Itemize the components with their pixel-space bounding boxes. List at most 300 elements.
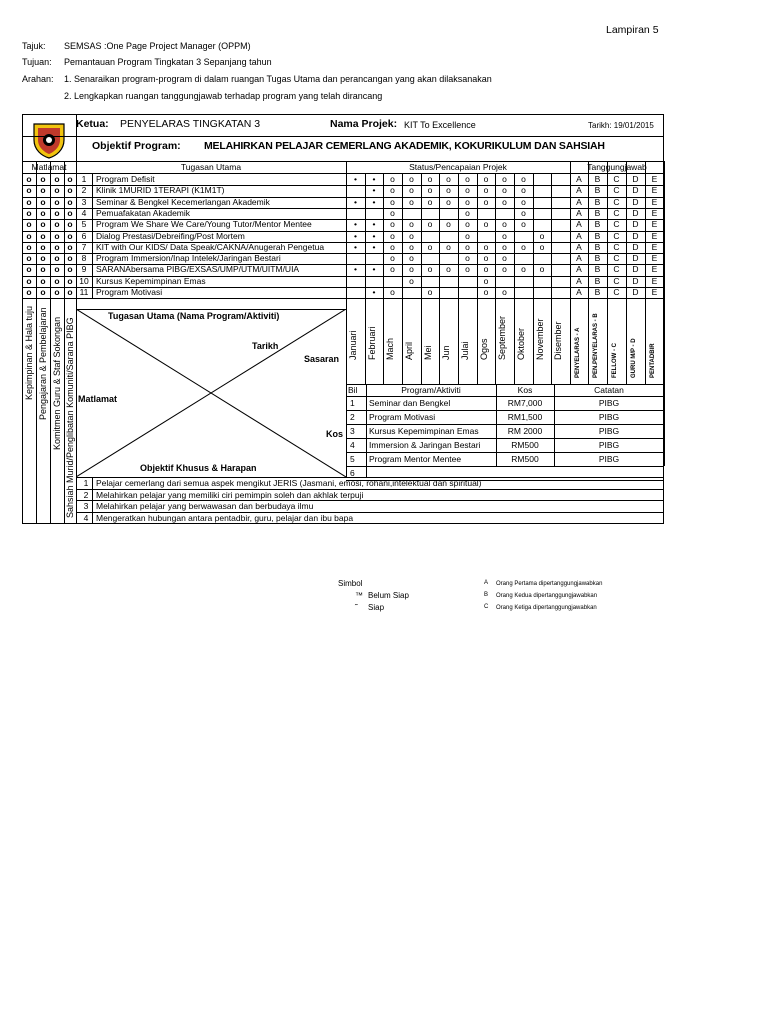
- diagram-tarikh: Tarikh: [252, 341, 279, 351]
- projek-value: KIT To Excellence: [404, 120, 476, 130]
- role-label: GURU M/P - D: [631, 338, 637, 378]
- legend-c-text: Orang Ketiga dipertanggungjawabkan: [496, 605, 597, 611]
- objective-text: Melahirkan pelajar yang memiliki ciri pemimpin soleh dan akhlak terpuji: [96, 489, 364, 500]
- diagram-kos: Kos: [326, 429, 344, 439]
- diagram-sasaran: Sasaran: [304, 354, 340, 364]
- cost-program: Kursus Kepemimpinan Emas: [369, 426, 479, 436]
- matlamat-mark: o: [40, 208, 46, 218]
- matlamat-mark: o: [40, 253, 46, 263]
- program-name: Program Motivasi: [96, 287, 163, 297]
- status-mark: o: [446, 185, 451, 195]
- status-col-line: [421, 173, 422, 384]
- cost-row-line: [346, 452, 664, 453]
- status-mark: o: [483, 276, 489, 286]
- matlamat-mark: o: [67, 287, 73, 297]
- resp-col-line: [626, 161, 627, 384]
- status-mark: •: [354, 242, 357, 252]
- program-row-line: [22, 242, 664, 243]
- cost-col-line: [346, 384, 347, 466]
- status-mark: o: [465, 208, 470, 218]
- status-mark: o: [446, 242, 451, 252]
- matlamat-mark: o: [26, 208, 32, 218]
- status-mark: o: [465, 174, 470, 184]
- role-label: FELLOW - C: [612, 343, 618, 378]
- diagram-tugasan: Tugasan Utama (Nama Program/Aktiviti): [108, 311, 280, 321]
- cost-bil: 2: [350, 412, 355, 422]
- responsibility-letter: A: [576, 219, 582, 229]
- status-mark: o: [409, 185, 414, 195]
- responsibility-letter: C: [613, 219, 620, 229]
- cost-col-line: [664, 384, 665, 466]
- logo-divider: [76, 114, 77, 161]
- matlamat-mark: o: [40, 264, 46, 274]
- program-number: 2: [81, 185, 87, 195]
- responsibility-letter: D: [632, 185, 639, 195]
- program-number: 9: [81, 264, 87, 274]
- resp-col-line: [607, 161, 608, 384]
- cost-catatan: PIBG: [598, 398, 620, 408]
- status-col-line: [383, 173, 384, 384]
- responsibility-letter: C: [613, 287, 620, 297]
- matlamat-mark: o: [54, 253, 60, 263]
- column-header-divider: [22, 173, 664, 174]
- matlamat-mark: o: [26, 276, 32, 286]
- responsibility-letter: B: [594, 185, 601, 195]
- matlamat-mark: o: [67, 264, 73, 274]
- matlamat-mark: o: [67, 197, 73, 207]
- status-mark: o: [502, 253, 507, 263]
- tujuan-value: Pemantauan Program Tingkatan 3 Sepanjang tahun: [64, 57, 272, 67]
- cost-row-line: [346, 438, 664, 439]
- responsibility-letter: C: [613, 174, 620, 184]
- responsibility-letter: D: [632, 264, 639, 274]
- month-label: Julai: [460, 341, 470, 360]
- legend-siap-mark: ˜: [355, 603, 358, 612]
- responsibility-letter: A: [576, 287, 582, 297]
- objective-text: Melahirkan pelajar yang berwawasan dan berbudaya ilmu: [96, 501, 314, 511]
- status-mark: o: [409, 197, 414, 207]
- status-mark: o: [521, 185, 526, 195]
- objective-number: 4: [83, 512, 89, 523]
- responsibility-letter: E: [651, 287, 658, 297]
- matlamat-mark: o: [40, 276, 46, 286]
- responsibility-letter: D: [632, 219, 639, 229]
- cost-catatan: PIBG: [598, 412, 620, 422]
- month-label: Ogos: [479, 338, 489, 360]
- cost-kos: RM500: [511, 454, 539, 464]
- responsibility-letter: C: [613, 231, 620, 241]
- resp-col-line: [664, 161, 665, 384]
- cost-row-line: [346, 396, 664, 397]
- status-mark: o: [427, 197, 433, 207]
- cost-program: Seminar dan Bengkel: [369, 398, 451, 408]
- matlamat-mark: o: [26, 242, 32, 252]
- status-mark: o: [446, 197, 451, 207]
- responsibility-letter: A: [576, 185, 582, 195]
- matlamat-mark: o: [54, 185, 60, 195]
- status-mark: •: [372, 185, 376, 195]
- responsibility-letter: B: [594, 219, 601, 229]
- status-mark: o: [502, 287, 507, 297]
- responsibility-letter: E: [651, 208, 658, 218]
- responsibility-letter: C: [613, 197, 620, 207]
- status-mark: o: [446, 264, 451, 274]
- status-mark: o: [427, 242, 433, 252]
- status-mark: o: [427, 219, 433, 229]
- status-col-line: [495, 173, 496, 384]
- status-mark: o: [502, 242, 507, 252]
- matlamat-col-line: [22, 161, 23, 524]
- status-mark: o: [521, 219, 526, 229]
- month-label: April: [404, 341, 414, 360]
- status-mark: o: [409, 253, 414, 263]
- status-mark: o: [483, 185, 489, 195]
- cost-header-catatan: Catatan: [594, 385, 624, 395]
- status-mark: o: [390, 174, 395, 184]
- responsibility-letter: B: [594, 231, 601, 241]
- matlamat-mark: o: [26, 174, 32, 184]
- matlamat-mark: o: [26, 253, 32, 263]
- program-name: Klinik 1MURID 1TERAPI (K1M1T): [96, 185, 225, 195]
- status-mark: o: [409, 219, 414, 229]
- status-mark: o: [502, 231, 507, 241]
- status-mark: o: [390, 208, 395, 218]
- program-row-line: [22, 276, 664, 277]
- program-name: Program Defisit: [96, 174, 155, 184]
- legend-belum-mark: ™: [355, 591, 363, 600]
- month-label: Jun: [441, 345, 451, 360]
- responsibility-letter: E: [651, 242, 658, 252]
- status-mark: o: [390, 253, 395, 263]
- responsibility-letter: B: [594, 242, 601, 252]
- cost-kos: RM 2000: [507, 426, 543, 436]
- matlamat-mark: o: [40, 219, 46, 229]
- status-col-line: [402, 173, 403, 384]
- status-mark: o: [502, 219, 507, 229]
- month-label: Mei: [423, 345, 433, 360]
- status-mark: o: [483, 264, 489, 274]
- responsibility-letter: C: [613, 264, 620, 274]
- status-mark: o: [465, 219, 470, 229]
- program-number: 11: [79, 287, 89, 297]
- program-row-line: [22, 298, 664, 299]
- program-number: 8: [81, 253, 87, 263]
- matlamat-mark: o: [40, 242, 46, 252]
- tajuk-value: SEMSAS :One Page Project Manager (OPPM): [64, 41, 251, 51]
- status-mark: •: [372, 242, 376, 252]
- status-mark: o: [427, 264, 433, 274]
- cost-kos: RM500: [511, 440, 539, 450]
- matlamat-mark: o: [40, 185, 46, 195]
- program-number: 1: [81, 174, 87, 184]
- status-mark: •: [372, 287, 376, 297]
- role-label: PENYELARAS - A: [575, 327, 581, 378]
- program-number: 10: [79, 276, 89, 286]
- responsibility-letter: B: [594, 174, 601, 184]
- status-mark: o: [390, 197, 395, 207]
- matlamat-mark: o: [54, 287, 60, 297]
- matlamat-mark: o: [54, 231, 60, 241]
- number-col-line: [92, 173, 93, 298]
- responsibility-letter: B: [594, 208, 601, 218]
- matlamat-mark: o: [40, 287, 46, 297]
- cost-bil: 6: [350, 468, 355, 478]
- cost-kos: RM7,000: [507, 398, 543, 408]
- responsibility-letter: D: [632, 287, 639, 297]
- role-label: PEN.PENYELARAS - B: [593, 313, 599, 378]
- projek-label: Nama Projek:: [330, 118, 398, 130]
- program-row-line: [22, 219, 664, 220]
- cost-kos: RM1,500: [507, 412, 543, 422]
- status-mark: o: [409, 174, 414, 184]
- month-label: Mach: [385, 337, 395, 360]
- program-number: 4: [81, 208, 87, 218]
- status-mark: o: [483, 287, 489, 297]
- program-name: Kursus Kepemimpinan Emas: [96, 276, 206, 286]
- status-mark: o: [521, 242, 526, 252]
- legend-b-text: Orang Kedua dipertanggungjawabkan: [496, 593, 598, 599]
- cost-bil: 1: [350, 398, 355, 408]
- program-name: KIT with Our KIDS/ Data Speak/CAKNA/Anugerah Pengetua: [96, 242, 325, 252]
- status-mark: •: [372, 231, 376, 241]
- status-mark: •: [354, 231, 357, 241]
- matlamat-mark: o: [54, 197, 60, 207]
- status-mark: •: [372, 219, 376, 229]
- status-mark: o: [390, 242, 395, 252]
- program-name: SARANAbersama PIBG/EXSAS/UMP/UTM/UITM/UIA: [96, 264, 300, 274]
- responsibility-letter: B: [594, 253, 601, 263]
- matlamat-mark: o: [40, 231, 46, 241]
- school-logo: [30, 120, 68, 160]
- cost-bil: 5: [350, 454, 355, 464]
- legend-belum: Belum Siap: [368, 591, 409, 600]
- tujuan-label: Tujuan:: [22, 57, 52, 67]
- objective-text: Mengeratkan hubungan antara pentadbir, guru, pelajar dan ibu bapa: [96, 512, 354, 523]
- status-mark: o: [465, 264, 470, 274]
- matlamat-mark: o: [54, 264, 60, 274]
- objective-number: 1: [83, 478, 89, 488]
- status-mark: o: [502, 174, 507, 184]
- cost-catatan: PIBG: [598, 454, 620, 464]
- legend-a-label: A: [484, 580, 489, 586]
- cost-catatan: PIBG: [598, 426, 620, 436]
- matlamat-mark: o: [54, 242, 60, 252]
- cost-col-line-last: [366, 466, 367, 477]
- matlamat-label-1: Kepimpinan & Hala tuju: [24, 305, 34, 400]
- responsibility-letter: A: [576, 264, 582, 274]
- arahan-1: 1. Senaraikan program-program di dalam ruangan Tugas Utama dan perancangan yang akan dilaksanakan: [64, 74, 492, 84]
- status-mark: o: [521, 174, 526, 184]
- program-name: Seminar & Bengkel Kecemerlangan Akademik: [96, 197, 270, 207]
- responsibility-letter: C: [613, 253, 620, 263]
- status-mark: •: [354, 174, 357, 184]
- status-mark: •: [354, 219, 357, 229]
- matlamat-mark: o: [67, 185, 73, 195]
- responsibility-letter: D: [632, 276, 639, 286]
- status-col-line: [477, 173, 478, 384]
- program-name: Pemuafakatan Akademik: [96, 208, 191, 218]
- status-mark: •: [372, 174, 376, 184]
- status-mark: o: [483, 174, 489, 184]
- status-mark: o: [427, 185, 433, 195]
- status-mark: o: [427, 174, 433, 184]
- oppm-x-diagram: [76, 309, 346, 477]
- matlamat-mark: o: [26, 287, 32, 297]
- status-mark: o: [483, 253, 489, 263]
- status-mark: o: [390, 231, 395, 241]
- tajuk-label: Tajuk:: [22, 41, 46, 51]
- matlamat-mark: o: [67, 174, 73, 184]
- cost-program: Immersion & Jaringan Bestari: [369, 440, 481, 450]
- status-mark: o: [409, 231, 414, 241]
- matlamat-mark: o: [40, 174, 46, 184]
- status-mark: o: [390, 219, 395, 229]
- objektif-label: Objektif Program:: [92, 140, 181, 152]
- responsibility-letter: D: [632, 253, 639, 263]
- responsibility-letter: E: [651, 174, 658, 184]
- responsibility-letter: C: [613, 242, 620, 252]
- responsibility-letter: D: [632, 242, 639, 252]
- responsibility-letter: D: [632, 174, 639, 184]
- responsibility-letter: E: [651, 276, 658, 286]
- status-mark: o: [465, 231, 470, 241]
- matlamat-mark: o: [67, 219, 73, 229]
- program-name: Program Immersion/Inap Intelek/Jaringan Bestari: [96, 253, 281, 263]
- program-row-line: [22, 287, 664, 288]
- matlamat-mark: o: [54, 276, 60, 286]
- status-mark: •: [354, 264, 357, 274]
- program-name: Dialog Prestasi/Debreifing/Post Mortem: [96, 231, 245, 241]
- responsibility-letter: E: [651, 264, 658, 274]
- status-mark: o: [502, 264, 507, 274]
- matlamat-mark: o: [26, 219, 32, 229]
- cost-bil: 4: [350, 440, 355, 450]
- legend-a-text: Orang Pertama dipertanggungjawabkan: [496, 581, 603, 587]
- month-label: November: [535, 318, 545, 360]
- responsibility-letter: E: [651, 197, 658, 207]
- legend-c-label: C: [484, 604, 489, 610]
- status-mark: o: [465, 253, 470, 263]
- matlamat-label-4: Sahsiah Murid/Penglibatan Komuniti/Sarana PIBG: [65, 317, 75, 518]
- matlamat-label-3: Komitmen Guru & Staf Sokongan: [52, 316, 62, 450]
- responsibility-letter: B: [594, 197, 601, 207]
- legend-siap: Siap: [368, 603, 385, 612]
- month-label: Oktober: [516, 327, 526, 360]
- status-col-line: [551, 173, 552, 384]
- responsibility-letter: E: [651, 219, 658, 229]
- status-col-line: [533, 173, 534, 384]
- status-mark: o: [427, 287, 433, 297]
- ketua-value: PENYELARAS TINGKATAN 3: [120, 118, 261, 130]
- ketua-label: Ketua:: [76, 118, 109, 130]
- objective-number: 2: [83, 489, 89, 500]
- resp-col-line: [570, 161, 571, 384]
- matlamat-mark: o: [67, 231, 73, 241]
- status-mark: o: [521, 264, 526, 274]
- matlamat-mark: o: [54, 208, 60, 218]
- matlamat-mark: o: [67, 253, 73, 263]
- matlamat-mark: o: [26, 264, 32, 274]
- status-mark: o: [390, 287, 395, 297]
- status-col-line: [514, 173, 515, 384]
- cost-col-line: [366, 384, 367, 466]
- cost-row-line: [346, 424, 664, 425]
- matlamat-mark: o: [40, 197, 46, 207]
- status-header: Status/Pencapaian Projek: [409, 162, 507, 172]
- status-mark: o: [390, 264, 395, 274]
- header-divider-1: [22, 136, 664, 137]
- cost-header-program: Program/Aktiviti: [401, 385, 461, 395]
- lampiran-label: Lampiran 5: [606, 24, 659, 36]
- status-mark: o: [521, 208, 526, 218]
- responsibility-letter: A: [576, 242, 582, 252]
- resp-col-line: [645, 161, 646, 384]
- responsibility-letter: E: [651, 231, 658, 241]
- responsibility-letter: D: [632, 208, 639, 218]
- status-mark: o: [446, 219, 451, 229]
- responsibility-letter: B: [594, 264, 601, 274]
- month-label: September: [497, 315, 507, 360]
- cost-header-bil: Bil: [348, 385, 358, 395]
- month-label: Februari: [367, 326, 377, 360]
- status-mark: o: [483, 242, 489, 252]
- responsibility-letter: A: [576, 253, 582, 263]
- matlamat-mark: o: [26, 185, 32, 195]
- matlamat-mark: o: [54, 174, 60, 184]
- responsibility-letter: B: [594, 287, 601, 297]
- status-mark: o: [446, 174, 451, 184]
- tarikh-value: Tarikh: 19/01/2015: [588, 121, 654, 130]
- matlamat-mark: o: [67, 276, 73, 286]
- responsibility-letter: D: [632, 231, 639, 241]
- legend-b-label: B: [484, 592, 489, 598]
- responsibility-letter: A: [576, 208, 582, 218]
- status-mark: o: [483, 219, 489, 229]
- cost-catatan: PIBG: [598, 440, 620, 450]
- matlamat-col-line: [50, 161, 51, 524]
- arahan-2: 2. Lengkapkan ruangan tanggungjawab terhadap program yang telah dirancang: [64, 91, 383, 101]
- status-mark: •: [372, 264, 376, 274]
- responsibility-letter: C: [613, 276, 620, 286]
- cost-bil: 3: [350, 426, 355, 436]
- status-mark: o: [483, 197, 489, 207]
- tugasan-header: Tugasan Utama: [180, 162, 242, 172]
- month-label: Januari: [348, 330, 358, 360]
- status-mark: o: [539, 231, 545, 241]
- program-number: 7: [81, 242, 87, 252]
- program-row-line: [22, 264, 664, 265]
- matlamat-header: Matlamat: [31, 162, 67, 172]
- responsibility-letter: A: [576, 174, 582, 184]
- matlamat-mark: o: [54, 219, 60, 229]
- status-col-line: [346, 173, 347, 384]
- responsibility-letter: D: [632, 197, 639, 207]
- objektif-value: MELAHIRKAN PELAJAR CEMERLANG AKADEMIK, KOKURIKULUM DAN SAHSIAH: [204, 140, 605, 152]
- responsibility-letter: A: [576, 276, 582, 286]
- role-label: PENTADBIR: [650, 343, 656, 378]
- objective-text: Pelajar cemerlang dari semua aspek mengikut JERIS (Jasmani, emosi, rohani,intelektual dan spiritual): [96, 478, 482, 488]
- responsibility-letter: C: [613, 208, 620, 218]
- arahan-label: Arahan:: [22, 74, 54, 84]
- program-row-line: [22, 208, 664, 209]
- cost-row-line: [346, 466, 664, 467]
- month-label: Disember: [553, 321, 563, 360]
- diagram-objektif: Objektif Khusus & Harapan: [140, 463, 257, 473]
- program-row-line: [22, 231, 664, 232]
- matlamat-mark: o: [67, 242, 73, 252]
- status-mark: •: [372, 197, 376, 207]
- objective-number: 3: [83, 501, 89, 511]
